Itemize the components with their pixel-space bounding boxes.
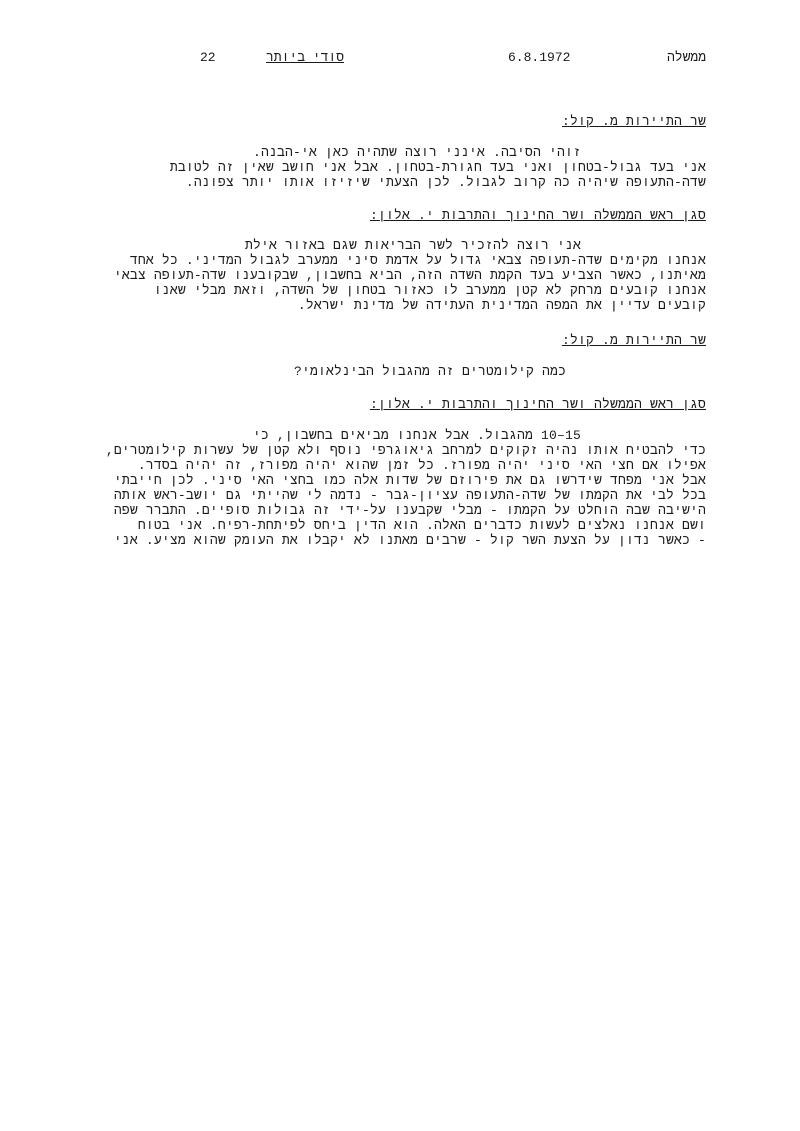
speaker-heading: סגן ראש הממשלה ושר החינוך והתרבות י. אלון: [369,208,706,223]
classification-label: סודי ביותר [266,50,345,65]
text-line: קובעים עדיין את המפה המדינית העתידה של מדינת ישראל. [297,298,706,313]
document-date: 6.8.1972 [508,50,571,65]
page-number: 22 [200,50,216,65]
text-line: כדי להבטיח אותו נהיה זקוקים למרחב גיאוגרפי נוסף ולא קטן של עשרות קילומטרים, [105,443,706,458]
text-line: אבל אני מפחד שידרשו גם את פירוזם של שדות אלה כמו בחצי האי סיני. לכן חייבתי [113,473,706,488]
text-line: שדה-התעופה שיהיה כה קרוב לגבול. לכן הצעתי שיזיזו אותו יותר צפונה. [185,175,706,190]
text-line: זוהי הסיבה. אינני רוצה שתהיה כאן אי-הבנה. [252,145,581,160]
text-line: מאיתנו, כאשר הצביע בעד הקמת השדה הזה, הביא בחשבון, שבקובענו שדה-תעופה צבאי [113,268,706,283]
speech-paragraph [113,238,706,313]
text-line: 15–10 מהגבול. אבל אנחנו מביאים בחשבון, כי [252,428,581,443]
speaker-heading: סגן ראש הממשלה ושר החינוך והתרבות י. אלון: [369,397,706,412]
text-line: אנחנו מקימים שדה-תעופה צבאי גדול על אדמת סיני ממערב לגבול המדיני. כל אחד [129,253,706,268]
speaker-heading: שר התיירות מ. קול: [561,114,706,129]
question-text: כמה קילומטרים זה מהגבול הבינלאומי? [293,364,566,379]
speaker-heading: שר התיירות מ. קול: [561,333,706,348]
text-line: בכל לבי את הקמתו של שדה-התעופה עציון-גבר - נדמה לי שהייתי גם יושב-ראש אותה [113,488,706,503]
text-line: אפילו אם חצי האי סיני יהיה מפורז. כל זמן שהוא יהיה מפורז, זה יהיה בסדר. [137,458,706,473]
text-line: הישיבה שבה הוחלט על הקמתו - מבלי שקבענו על-ידי זה גבולות סופיים. התברר שפה [113,503,706,518]
text-line: - כאשר נדון על הצעת השר קול - שרבים מאתנו לא יקבלו את העומק שהוא מציע. אני [113,533,706,548]
text-line: ושם אנחנו נאלצים לעשות כדברים האלה. הוא הדין ביחס לפיתחת-רפיח. אני בטוח [137,518,706,533]
speech-paragraph [122,145,706,190]
text-line: אני בעד גבול-בטחון ואני בעד חגורת-בטחון. אבל אני חושב שאין זה לטובת [169,160,706,175]
text-line: אנחנו קובעים מרחק לא קטן ממערב לו כאזור בטחון של השדה, וזאת מבלי שאנו [153,283,706,298]
issuing-body: ממשלה [666,50,706,65]
speech-paragraph [105,428,706,548]
text-line: אני רוצה להזכיר לשר הבריאות שגם באזור אילת [244,238,581,253]
